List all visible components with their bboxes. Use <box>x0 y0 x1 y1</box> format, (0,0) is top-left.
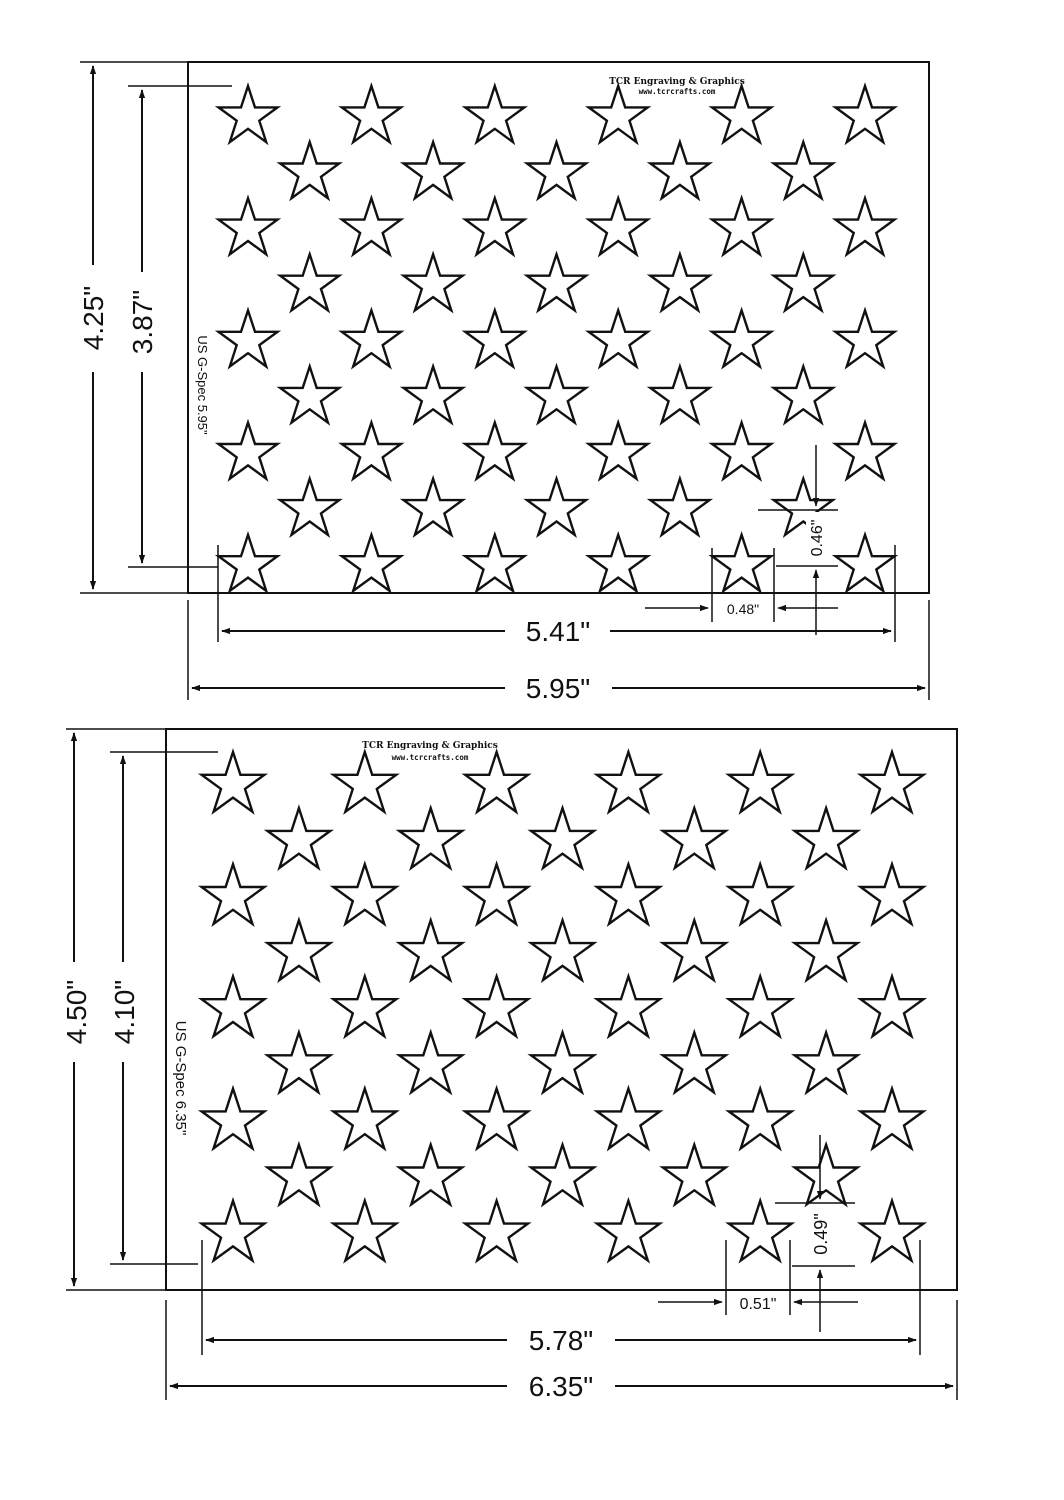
star-icon <box>280 367 339 423</box>
star-icon <box>712 310 771 366</box>
star-icon <box>861 976 924 1036</box>
star-icon <box>280 254 339 310</box>
star-height-dimension <box>758 445 838 635</box>
star-icon <box>202 1089 265 1149</box>
stencil-top <box>78 62 929 704</box>
stencil-bottom <box>61 729 957 1402</box>
brand-name: TCR Engraving & Graphics <box>609 77 745 87</box>
star-icon <box>729 976 792 1036</box>
star-icon <box>795 920 858 980</box>
star-icon <box>342 535 401 591</box>
star-icon <box>597 1201 660 1261</box>
star-icon <box>219 423 278 479</box>
star-icon <box>650 254 709 310</box>
star-icon <box>268 1033 331 1093</box>
star-icon <box>861 1201 924 1261</box>
star-icon <box>465 535 524 591</box>
star-icon <box>531 808 594 868</box>
star-icon <box>795 1145 858 1205</box>
star-icon <box>589 310 648 366</box>
star-icon <box>861 864 924 924</box>
star-icon <box>404 479 463 535</box>
star-icon <box>280 142 339 198</box>
star-icon <box>219 86 278 142</box>
star-icon <box>663 1033 726 1093</box>
spec-label: US G-Spec 5.95" <box>195 335 210 435</box>
star-icon <box>531 920 594 980</box>
outer-height-label: 4.50" <box>61 979 92 1045</box>
star-icon <box>342 310 401 366</box>
star-icon <box>836 535 895 591</box>
star-icon <box>774 254 833 310</box>
star-icon <box>712 86 771 142</box>
star-icon <box>650 142 709 198</box>
star-icon <box>342 86 401 142</box>
star-icon <box>268 808 331 868</box>
star-icon <box>729 1201 792 1261</box>
star-height-label: 0.46" <box>809 519 826 557</box>
star-icon <box>861 1089 924 1149</box>
star-icon <box>531 1145 594 1205</box>
star-icon <box>465 1089 528 1149</box>
star-icon <box>836 310 895 366</box>
star-icon <box>650 479 709 535</box>
star-icon <box>268 1145 331 1205</box>
star-icon <box>399 920 462 980</box>
star-field-width-label: 5.78" <box>528 1325 594 1356</box>
star-icon <box>774 142 833 198</box>
star-icon <box>219 310 278 366</box>
star-icon <box>650 367 709 423</box>
star-icon <box>836 86 895 142</box>
star-icon <box>268 920 331 980</box>
star-icon <box>404 142 463 198</box>
star-icon <box>404 367 463 423</box>
star-icon <box>404 254 463 310</box>
star-icon <box>219 535 278 591</box>
star-icon <box>663 1145 726 1205</box>
outer-height-label: 4.25" <box>78 285 109 351</box>
star-icon <box>202 864 265 924</box>
star-icon <box>342 198 401 254</box>
star-field-width-dimension <box>218 545 895 647</box>
star-icon <box>795 1033 858 1093</box>
star-icon <box>861 752 924 812</box>
star-field <box>219 86 895 591</box>
star-icon <box>836 423 895 479</box>
star-icon <box>589 198 648 254</box>
brand-url: www.tcrcrafts.com <box>391 753 469 762</box>
star-icon <box>774 367 833 423</box>
star-field-height-dimension <box>109 752 218 1264</box>
brand-name: TCR Engraving & Graphics <box>362 741 498 751</box>
star-icon <box>280 479 339 535</box>
star-icon <box>712 423 771 479</box>
star-icon <box>597 1089 660 1149</box>
star-icon <box>597 752 660 812</box>
star-icon <box>342 423 401 479</box>
star-height-label: 0.49" <box>811 1213 831 1255</box>
spec-label: US G-Spec 6.35" <box>172 1020 189 1136</box>
star-icon <box>465 423 524 479</box>
star-icon <box>333 976 396 1036</box>
star-icon <box>527 367 586 423</box>
star-icon <box>202 976 265 1036</box>
star-icon <box>795 808 858 868</box>
star-icon <box>527 254 586 310</box>
star-field-width-label: 5.41" <box>525 616 591 647</box>
star-field <box>202 752 924 1261</box>
star-field-height-label: 4.10" <box>109 979 140 1045</box>
star-icon <box>333 864 396 924</box>
star-icon <box>465 198 524 254</box>
star-icon <box>333 752 396 812</box>
star-icon <box>465 1201 528 1261</box>
star-icon <box>219 198 278 254</box>
outer-width-label: 5.95" <box>525 673 591 704</box>
star-icon <box>333 1201 396 1261</box>
star-icon <box>712 198 771 254</box>
star-icon <box>729 752 792 812</box>
star-icon <box>465 86 524 142</box>
star-icon <box>527 142 586 198</box>
star-icon <box>465 310 524 366</box>
star-width-label: 0.48" <box>726 601 760 617</box>
star-icon <box>712 535 771 591</box>
brand-url: www.tcrcrafts.com <box>638 87 716 96</box>
star-icon <box>399 1145 462 1205</box>
star-icon <box>465 976 528 1036</box>
star-icon <box>663 808 726 868</box>
star-icon <box>465 864 528 924</box>
star-field-height-dimension <box>127 86 232 567</box>
star-icon <box>399 1033 462 1093</box>
star-icon <box>729 864 792 924</box>
star-icon <box>202 1201 265 1261</box>
star-icon <box>589 423 648 479</box>
star-icon <box>527 479 586 535</box>
star-icon <box>589 535 648 591</box>
star-icon <box>465 752 528 812</box>
star-icon <box>836 198 895 254</box>
star-icon <box>531 1033 594 1093</box>
star-width-label: 0.51" <box>739 1296 777 1313</box>
star-field-height-label: 3.87" <box>127 289 158 355</box>
star-icon <box>333 1089 396 1149</box>
star-icon <box>729 1089 792 1149</box>
outer-width-label: 6.35" <box>528 1371 594 1402</box>
star-icon <box>202 752 265 812</box>
star-icon <box>597 864 660 924</box>
star-icon <box>663 920 726 980</box>
star-icon <box>399 808 462 868</box>
star-icon <box>597 976 660 1036</box>
